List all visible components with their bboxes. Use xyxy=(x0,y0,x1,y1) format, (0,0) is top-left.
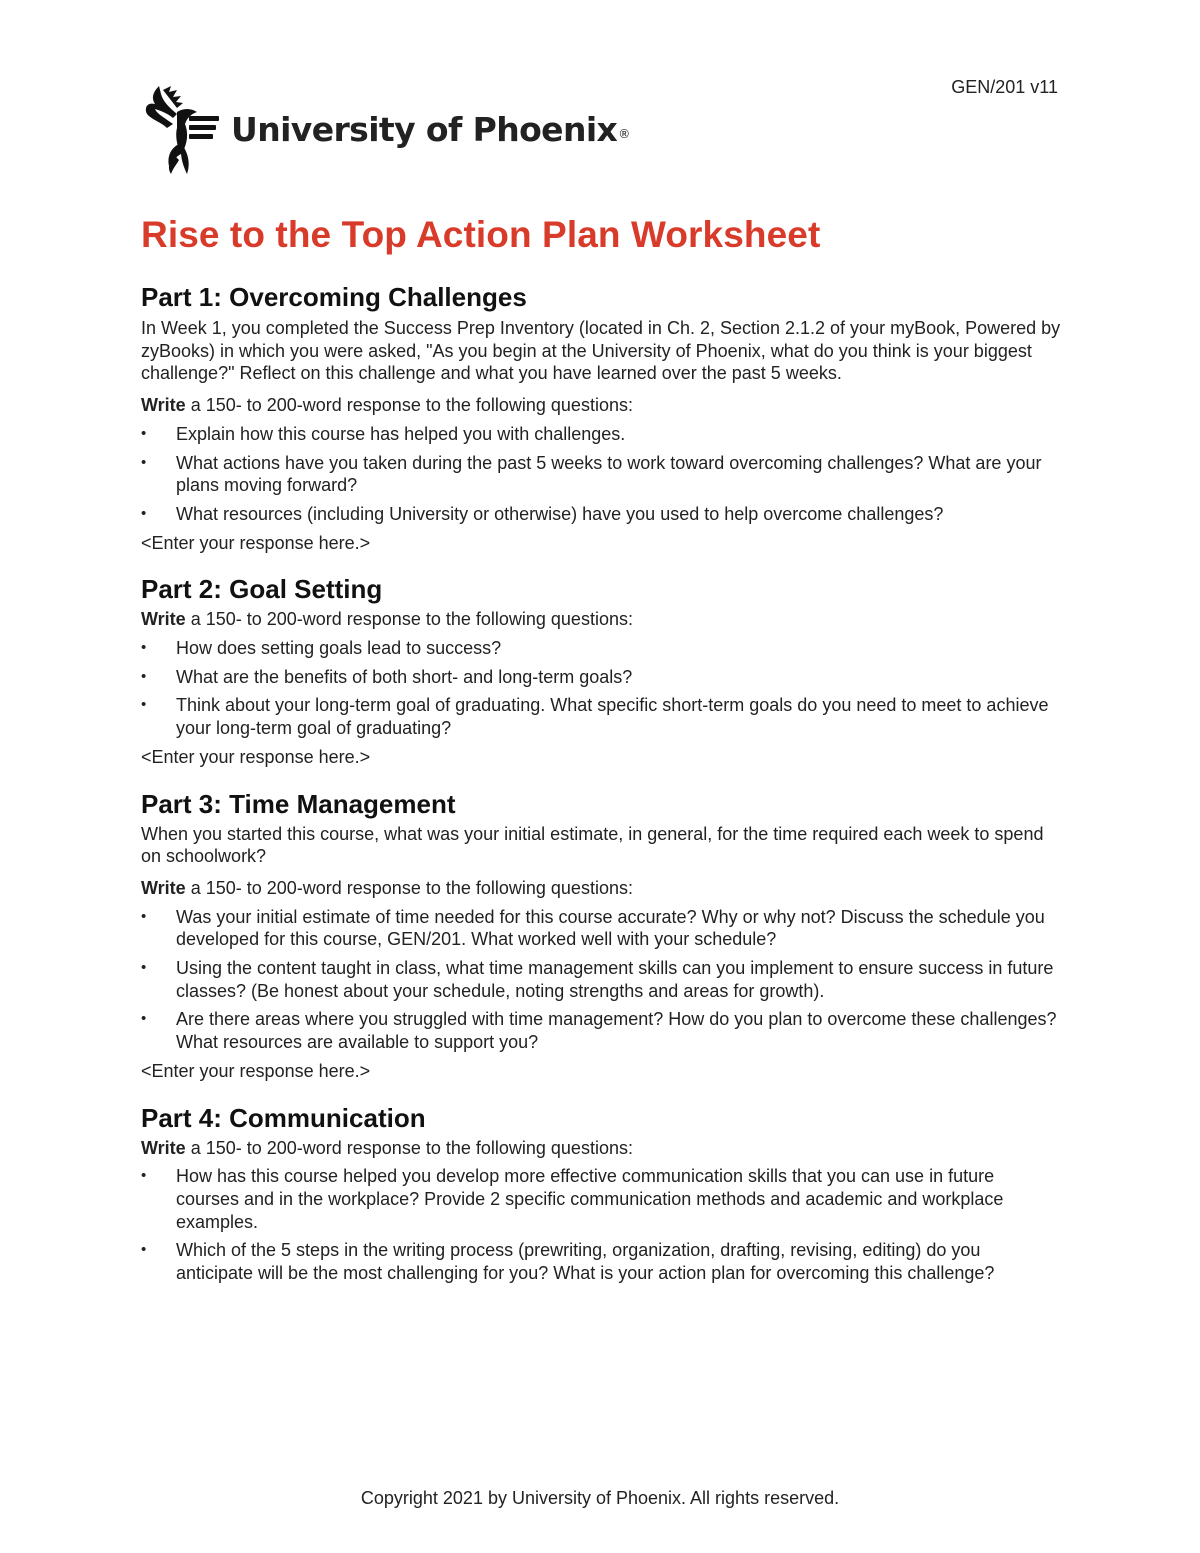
copyright-footer: Copyright 2021 by University of Phoenix. All rights reserved. xyxy=(360,1488,840,1508)
version-label: GEN/201 v11 xyxy=(951,77,1058,97)
response-placeholder[interactable]: <Enter your response here.> xyxy=(141,532,371,553)
bullet-icon: • xyxy=(141,959,147,977)
write-instruction: Write a 150- to 200-word response to the following questions: xyxy=(141,609,633,630)
question-list xyxy=(141,423,1061,526)
bullet-icon: • xyxy=(141,1241,147,1259)
part-2-section xyxy=(141,572,1061,768)
question-list xyxy=(141,1165,1061,1285)
logo-wordmark: University of Phoenix® xyxy=(231,109,630,149)
question-list xyxy=(141,637,1061,740)
part-3-section xyxy=(141,787,1061,1083)
question-list xyxy=(141,906,1061,1054)
question-item: • Explain how this course has helped you with challenges. xyxy=(141,423,626,444)
question-item: • Think about your long-term goal of graduating. What specific short-term goals do you need to meet to achieve your long-term goal of graduating? xyxy=(141,695,1049,739)
bullet-icon: • xyxy=(141,907,147,925)
question-item: • Are there areas where you struggled with time management? How do you plan to overcome these challenges? What resources are available to support you? xyxy=(141,1009,1057,1053)
bullet-icon: • xyxy=(141,1167,147,1185)
question-item: • What resources (including University or otherwise) have you used to help overcome challenges? xyxy=(141,503,944,524)
part-intro: In Week 1, you completed the Success Prep Inventory (located in Ch. 2, Section 2.1.2 of your myBook, Powered by zyBooks) in which you were asked, "As you begin at the University of Phoenix, what do you think is your biggest challenge?" Reflect on this challenge and what you have learned over the past 5 weeks. xyxy=(141,318,1061,384)
write-instruction: Write a 150- to 200-word response to the following questions: xyxy=(141,395,633,416)
bullet-icon: • xyxy=(141,504,147,522)
question-item: • What actions have you taken during the past 5 weeks to work toward overcoming challenges? What are your plans moving forward? xyxy=(141,452,1042,496)
part-heading: Part 2: Goal Setting xyxy=(141,574,383,605)
response-placeholder[interactable]: <Enter your response here.> xyxy=(141,746,371,767)
question-item: • How has this course helped you develop more effective communication skills that you can use in future courses and in the workplace? Provide 2 specific communication methods and academic and workplace examples. xyxy=(141,1166,1004,1232)
page-title: Rise to the Top Action Plan Worksheet xyxy=(141,214,821,255)
part-heading: Part 4: Communication xyxy=(141,1102,426,1133)
part-heading: Part 3: Time Management xyxy=(141,788,456,819)
worksheet-content xyxy=(141,210,1061,1291)
part-1-section xyxy=(141,280,1061,554)
bullet-icon: • xyxy=(141,667,147,685)
response-placeholder[interactable]: <Enter your response here.> xyxy=(141,1060,371,1081)
write-instruction: Write a 150- to 200-word response to the following questions: xyxy=(141,1137,633,1158)
bullet-icon: • xyxy=(141,696,147,714)
university-logo xyxy=(143,84,630,176)
part-4-section xyxy=(141,1101,1061,1285)
question-item: • Which of the 5 steps in the writing process (prewriting, organization, drafting, revising, editing) do you anticipate will be the most challenging for you? What is your action plan for overcoming this challenge? xyxy=(141,1240,995,1284)
bullet-icon: • xyxy=(141,1010,147,1028)
phoenix-bird-icon xyxy=(143,84,221,176)
bullet-icon: • xyxy=(141,639,147,657)
question-item: • How does setting goals lead to success? xyxy=(141,638,502,659)
part-intro: When you started this course, what was your initial estimate, in general, for the time required each week to spend on schoolwork? xyxy=(141,823,1044,867)
write-instruction: Write a 150- to 200-word response to the following questions: xyxy=(141,877,633,898)
question-item: • What are the benefits of both short- and long-term goals? xyxy=(141,666,633,687)
part-heading: Part 1: Overcoming Challenges xyxy=(141,282,527,312)
question-item: • Using the content taught in class, what time management skills can you implement to ensure success in future classes? (Be honest about your schedule, noting strengths and areas for growth). xyxy=(141,958,1054,1001)
bullet-icon: • xyxy=(141,424,147,442)
bullet-icon: • xyxy=(141,453,147,471)
question-item: • Was your initial estimate of time needed for this course accurate? Why or why not? Discuss the schedule you developed for this course, GEN/201. What worked well with your schedule? xyxy=(141,906,1045,950)
